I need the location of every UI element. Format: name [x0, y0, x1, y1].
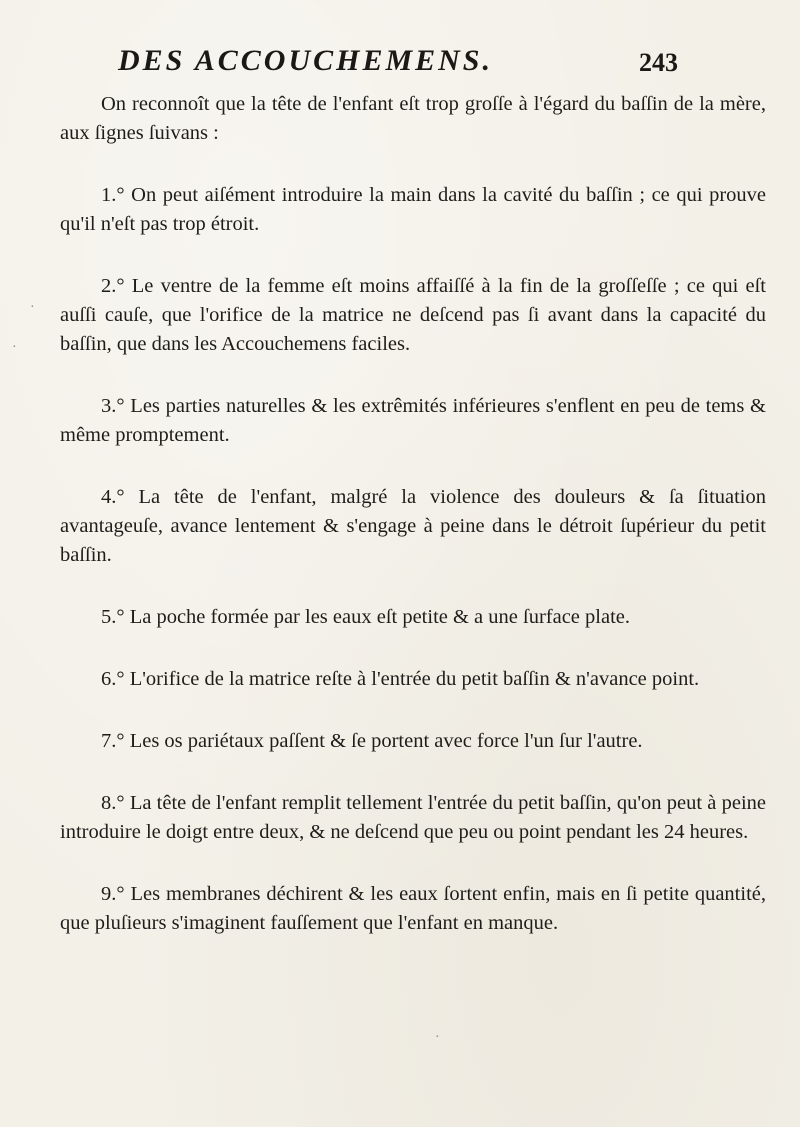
item-number: 4.°	[101, 486, 125, 508]
item-number: 3.°	[101, 395, 125, 417]
item-number: 6.°	[101, 668, 125, 690]
list-item	[60, 665, 766, 694]
item-text: La tête de l'enfant remplit tellement l'entrée du petit baſſin, qu'on peut à peine introduire le doigt entre deux, & ne deſcend que peu ou point pendant les 24 heures.	[60, 792, 767, 843]
item-number: 2.°	[101, 275, 125, 297]
text-block	[60, 90, 766, 938]
list-item	[60, 181, 766, 239]
list-item	[60, 727, 766, 756]
item-number: 5.°	[101, 606, 125, 628]
item-text: Les membranes déchirent & les eaux ſortent enfin, mais en ſi petite quantité, que pluſieurs s'imaginent fauſſement que l'enfant en manque.	[60, 883, 766, 934]
running-head	[118, 44, 678, 84]
list-item	[60, 880, 766, 938]
intro-paragraph: On reconnoît que la tête de l'enfant eſt trop groſſe à l'égard du baſſin de la mère, aux ſignes ſuivans :	[60, 93, 766, 144]
list-item	[60, 483, 766, 570]
item-number: 7.°	[101, 730, 125, 752]
item-text: La poche formée par les eaux eſt petite & a une ſurface plate.	[129, 606, 630, 628]
margin-speck: ·	[12, 340, 17, 355]
list-item	[60, 789, 766, 847]
item-text: La tête de l'enfant, malgré la violence des douleurs & ſa ſituation avantageuſe, avance lentement & s'engage à peine dans le détroit ſupérieur du petit baſſin.	[60, 486, 767, 566]
item-number: 1.°	[101, 184, 125, 206]
page-number: 243	[639, 48, 678, 77]
running-title: DES ACCOUCHEMENS.	[118, 44, 493, 77]
list-item	[60, 392, 766, 450]
item-text: On peut aiſément introduire la main dans la cavité du baſſin ; ce qui prouve qu'il n'eſt pas trop étroit.	[60, 184, 767, 235]
margin-speck: ·	[435, 1030, 440, 1045]
item-text: Les os pariétaux paſſent & ſe portent avec force l'un ſur l'autre.	[129, 730, 643, 752]
item-number: 8.°	[101, 792, 125, 814]
item-number: 9.°	[101, 883, 125, 905]
list-item	[60, 272, 766, 359]
item-text: Le ventre de la femme eſt moins affaiſſé à la fin de la groſſeſſe ; ce qui eſt auſſi cauſe, que l'orifice de la matrice ne deſcend pas ſi avant dans la capacité du baſſin, que dans les Accouchemens faciles.	[60, 275, 767, 355]
item-text: Les parties naturelles & les extrêmités inférieures s'enflent en peu de tems & même promptement.	[60, 395, 767, 446]
item-text: L'orifice de la matrice reſte à l'entrée du petit baſſin & n'avance point.	[129, 668, 700, 690]
list-item	[60, 603, 766, 632]
margin-speck: ·	[30, 300, 35, 315]
